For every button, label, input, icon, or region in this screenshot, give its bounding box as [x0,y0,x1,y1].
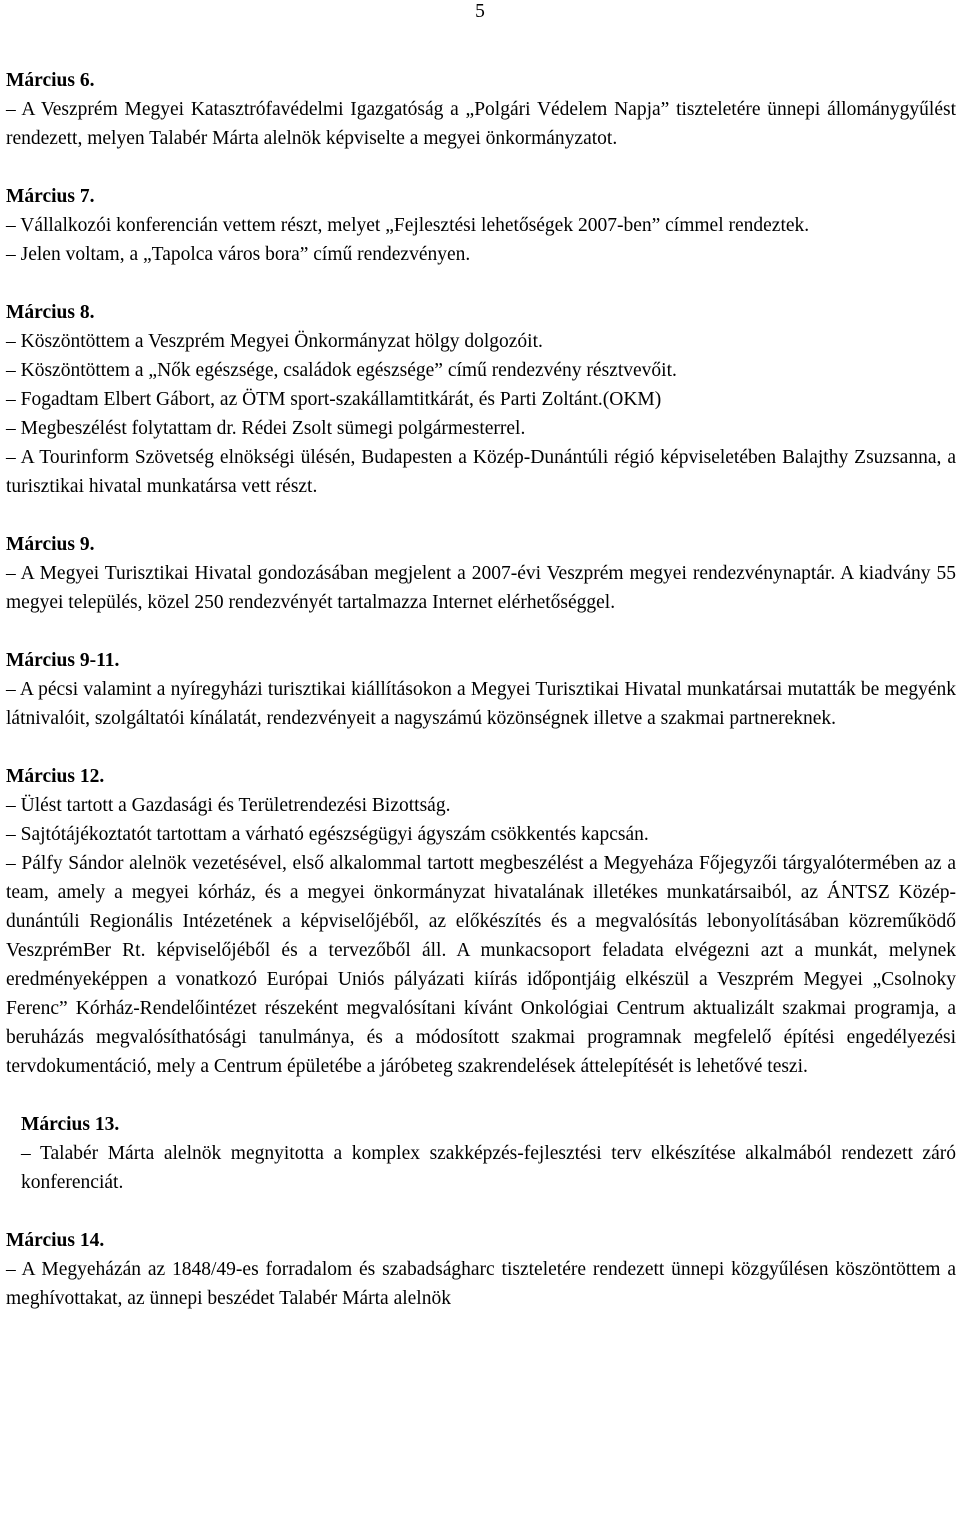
entry-march-9-11 [6,646,956,733]
entry-paragraph: – A pécsi valamint a nyíregyházi turisztikai kiállításokon a Megyei Turisztikai Hivatal munkatársai mutatták be megyénk látnivalóit, szolgáltatói kínálatát, rendezvényeit a nagyszámú közönségnek illetve a szakmai partnereknek. [6,679,956,729]
entry-paragraph: – Vállalkozói konferencián vettem részt, melyet „Fejlesztési lehetőségek 2007-ben” címmel rendeztek. [6,215,810,236]
entry-paragraph: – Jelen voltam, a „Tapolca város bora” című rendezvényen. [6,244,471,265]
entry-march-8 [6,298,956,501]
entry-march-14 [6,1226,956,1313]
entry-line: – Köszöntöttem a „Nők egészsége, családok egészsége” című rendezvény résztvevőit. [6,360,677,381]
entry-date: Március 14. [6,1230,105,1251]
entry-date: Március 13. [21,1114,120,1135]
entry-paragraph: – A Tourinform Szövetség elnökségi ülésén, Budapesten a Közép-Dunántúli régió képviseletében Balajthy Zsuzsanna, a turisztikai hivatal munkatársa vett részt. [6,447,956,497]
entry-march-7 [6,182,956,269]
entry-line: – Megbeszélést folytattam dr. Rédei Zsolt sümegi polgármesterrel. [6,418,526,439]
entry-date: Március 6. [6,70,95,91]
entry-date: Március 9-11. [6,650,120,671]
document-body [6,66,956,1342]
entry-line: – Fogadtam Elbert Gábort, az ÖTM sport-szakállamtitkárát, és Parti Zoltánt.(OKM) [6,389,662,410]
entry-march-9 [6,530,956,617]
entry-line: – Sajtótájékoztatót tartottam a várható egészségügyi ágyszám csökkentés kapcsán. [6,824,649,845]
entry-line: – Ülést tartott a Gazdasági és Területrendezési Bizottság. [6,795,451,816]
entry-date: Március 7. [6,186,95,207]
entry-paragraph: – A Megyeházán az 1848/49-es forradalom és szabadságharc tiszteletére rendezett ünnepi közgyűlésen köszöntöttem a meghívottakat, az ünnepi beszédet Talabér Márta alelnök [6,1259,956,1309]
entry-line: – Köszöntöttem a Veszprém Megyei Önkormányzat hölgy dolgozóit. [6,331,543,352]
entry-march-13 [6,1110,956,1197]
entry-paragraph: – A Megyei Turisztikai Hivatal gondozásában megjelent a 2007-évi Veszprém megyei rendezvénynaptár. A kiadvány 55 megyei település, közel 250 rendezvényét tartalmazza Internet elérhetőséggel. [6,563,956,613]
entry-paragraph: – Talabér Márta alelnök megnyitotta a komplex szakképzés-fejlesztési terv elkészítése alkalmából rendezett záró konferenciát. [21,1143,956,1193]
entry-date: Március 12. [6,766,105,787]
entry-paragraph: – A Veszprém Megyei Katasztrófavédelmi Igazgatóság a „Polgári Védelem Napja” tiszteletére ünnepi állománygyűlést rendezett, melyen Talabér Márta alelnök képviselte a megyei önkormányzatot. [6,99,956,149]
entry-date: Március 8. [6,302,95,323]
page-number: 5 [475,1,485,22]
entry-march-6 [6,66,956,153]
entry-march-12 [6,762,956,1081]
entry-date: Március 9. [6,534,95,555]
entry-paragraph: – Pálfy Sándor alelnök vezetésével, első alkalommal tartott megbeszélést a Megyeháza Főjegyzői tárgyalótermében az a team, amely a megyei kórház, és a megyei önkormányzat hivatalának illetékes munkatársaiból, az ÁNTSZ Közép-dunántúli Regionális Intézetének a képviselőjéből, az előkészítés és a megvalósítás lebonyolításában közreműködő VeszprémBer Rt. képviselőjéből és a tervezőből áll. A munkacsoport feladata elvégezni azt a munkát, melynek eredményeképpen a vonatkozó Európai Uniós pályázati kiírás időpontjáig elkészül a Veszprém Megyei „Csolnoky Ferenc” Kórház-Rendelőintézet részeként megvalósítani kívánt Onkológiai Centrum aktualizált szakmai programja, a beruházás megvalósíthatósági tanulmánya, és a módosított szakmai programnak megfelelő építési engedélyezési tervdokumentáció, mely a Centrum épületébe a járóbeteg szakrendelések áttelepítését is lehetővé teszi. [6,853,956,1077]
